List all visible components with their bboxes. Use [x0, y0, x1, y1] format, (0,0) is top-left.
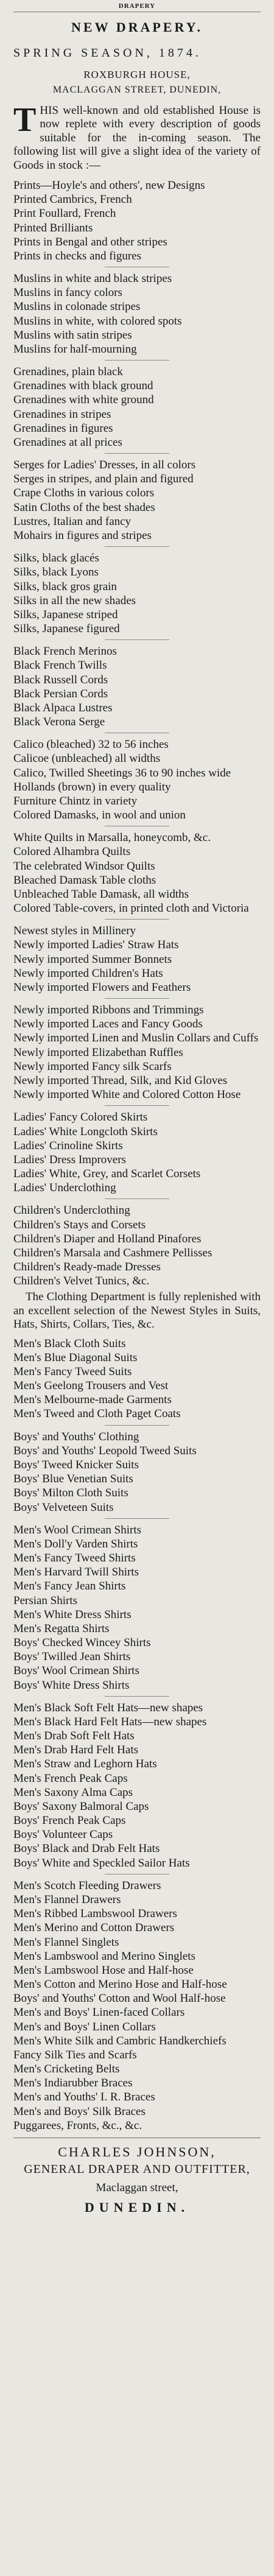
goods-item: Boys' White Dress Shirts [13, 1678, 130, 1692]
goods-item: Ladies' Underclothing [13, 1181, 116, 1195]
goods-item: Ladies' Crinoline Skirts [13, 1139, 123, 1152]
goods-item: Men's Black Cloth Suits [13, 1337, 126, 1350]
group-separator [105, 360, 169, 361]
goods-item: Prints in checks and figures [13, 249, 142, 262]
intro-paragraph [13, 101, 261, 172]
goods-group [13, 1003, 261, 1102]
goods-item: Men's Straw and Leghorn Hats [13, 1758, 157, 1771]
goods-item: Men's Flannel Singlets [13, 1935, 119, 1949]
goods-item: Furniture Chintz in variety [13, 794, 138, 808]
goods-item: Ladies' Dress Improvers [13, 1153, 126, 1166]
goods-item: Newly imported Thread, Silk, and Kid Gloves [13, 1074, 228, 1087]
section-label: DRAPERY [118, 2, 156, 10]
goods-item: Children's Underclothing [13, 1204, 130, 1217]
goods-item: Calico (bleached) 32 to 56 inches [13, 738, 169, 751]
goods-item: Men's and Boys' Linen-faced Collars [13, 2006, 185, 2019]
goods-item: Muslins in white, with colored spots [13, 314, 182, 328]
goods-item: Men's Scotch Fleeding Drawers [13, 1879, 161, 1892]
goods-item: Persian Shirts [13, 1594, 78, 1607]
goods-group [13, 1701, 261, 1870]
goods-item: Boys' Black and Drab Felt Hats [13, 1842, 160, 1856]
clothing-paragraph: The Clothing Department is fully replenished with an excellent selection of the Newest Styles in Suits, Hats, Shirts, Collars, Ties, &c. [13, 1290, 261, 1331]
goods-item: Grenadines with black ground [13, 379, 153, 393]
street-address: Maclaggan street, [96, 2181, 178, 2194]
goods-item: Men's White Silk and Cambric Handkerchiefs [13, 2034, 227, 2047]
goods-item: Boys' and Youths' Cotton and Wool Half-hose [13, 1992, 226, 2005]
address: MACLAGGAN STREET, DUNEDIN, [52, 85, 222, 95]
goods-group [13, 924, 261, 994]
goods-item: Men's Tweed and Cloth Paget Coats [13, 1407, 181, 1421]
goods-group [13, 178, 261, 263]
goods-item: Men's Drab Hard Felt Hats [13, 1744, 138, 1757]
goods-item: Ladies' Fancy Colored Skirts [13, 1111, 148, 1124]
goods-item: Silks, black glacés [13, 552, 99, 565]
goods-item: Ladies' White, Grey, and Scarlet Corsets [13, 1167, 201, 1181]
goods-item: White Quilts in Marsalla, honeycomb, &c. [13, 831, 211, 845]
goods-item: Men's Black Soft Felt Hats—new shapes [13, 1701, 203, 1714]
group-separator [105, 639, 169, 640]
goods-item: Newly imported Elizabethan Ruffles [13, 1046, 183, 1059]
goods-item: Men's Fancy Tweed Shirts [13, 1552, 136, 1565]
goods-item: Newly imported Linen and Muslin Collars and Cuffs [13, 1032, 259, 1045]
goods-item: Puggarees, Fronts, &c., &c. [13, 2119, 142, 2132]
goods-item: Men's White Dress Shirts [13, 1608, 132, 1621]
goods-group [13, 272, 261, 356]
goods-item: Men's Melbourne-made Garments [13, 1393, 172, 1407]
goods-item: Newly imported Flowers and Feathers [13, 980, 191, 994]
merchant-role: GENERAL DRAPER AND OUTFITTER, [24, 2162, 250, 2176]
goods-item: Grenadines in figures [13, 421, 113, 435]
goods-item: Muslins for half-mourning [13, 342, 137, 356]
clothing-list [13, 1337, 261, 2133]
goods-item: Muslins with satin stripes [13, 328, 132, 342]
goods-item: Black French Twills [13, 659, 107, 672]
goods-item: Ladies' White Longcloth Skirts [13, 1125, 158, 1138]
season-heading: SPRING SEASON, 1874. [13, 46, 202, 60]
goods-item: Boys' Wool Crimean Shirts [13, 1664, 139, 1678]
goods-item: Men's and Boys' Linen Collars [13, 2020, 156, 2033]
goods-item: Men's Fancy Tweed Suits [13, 1365, 132, 1378]
goods-item: Newly imported Ladies' Straw Hats [13, 938, 179, 952]
goods-item: Men's Regatta Shirts [13, 1622, 110, 1635]
goods-item: Men's and Boys' Silk Braces [13, 2105, 146, 2118]
goods-item: Mohairs in figures and stripes [13, 529, 152, 542]
goods-item: Serges in stripes, and plain and figured [13, 473, 194, 486]
goods-item: Grenadines at all prices [13, 435, 122, 449]
goods-item: Newly imported White and Colored Cotton Hose [13, 1088, 241, 1102]
goods-item: Black Russell Cords [13, 673, 108, 686]
city-name: DUNEDIN. [84, 2199, 190, 2215]
goods-item: Muslins in fancy colors [13, 286, 122, 300]
goods-item: Print Foullard, French [13, 207, 116, 220]
goods-item: Newly imported Summer Bonnets [13, 952, 172, 966]
merchant-name: CHARLES JOHNSON, [58, 2144, 216, 2159]
goods-item: Boys' and Youths' Leopold Tweed Suits [13, 1444, 197, 1457]
goods-list [13, 178, 261, 1288]
goods-item: Men's Black Hard Felt Hats—new shapes [13, 1715, 207, 1728]
goods-item: Colored Damasks, in wool and union [13, 809, 186, 822]
goods-item: Men's Drab Soft Felt Hats [13, 1730, 135, 1743]
goods-group [13, 1110, 261, 1195]
goods-item: Serges for Ladies' Dresses, in all colors [13, 459, 196, 472]
goods-item: Boys' Tweed Knicker Suits [13, 1459, 139, 1471]
goods-group [13, 1879, 261, 2133]
house-name: ROXBURGH HOUSE, [83, 69, 191, 80]
goods-item: Fancy Silk Ties and Scarfs [13, 2048, 137, 2061]
goods-item: Silks, black gros grain [13, 580, 117, 593]
goods-item: Newly imported Laces and Fancy Goods [13, 1018, 203, 1031]
goods-item: Grenadines in stripes [13, 407, 111, 421]
goods-item: Men's Merino and Cotton Drawers [13, 1921, 175, 1935]
goods-item: Men's Lambswool Hose and Half-hose [13, 1963, 194, 1977]
goods-item: Bleached Damask Table cloths [13, 873, 156, 887]
goods-item: Printed Brilliants [13, 221, 93, 234]
goods-item: Calicoe (unbleached) all widths [13, 752, 161, 765]
goods-item: Newly imported Children's Hats [13, 966, 163, 980]
goods-item: Black French Merinos [13, 645, 117, 658]
goods-item: Boys' Twilled Jean Shirts [13, 1650, 131, 1664]
goods-item: Printed Cambrics, French [13, 193, 132, 206]
goods-item: Prints—Hoyle's and others', new Designs [13, 179, 205, 192]
goods-item: Lustres, Italian and fancy [13, 515, 132, 528]
goods-item: Black Persian Cords [13, 687, 108, 700]
goods-item: Men's Indiarubber Braces [13, 2077, 133, 2090]
group-separator [105, 1518, 169, 1519]
goods-item: Men's Flannel Drawers [13, 1893, 121, 1906]
goods-item: Children's Velvet Tunics, &c. [13, 1275, 150, 1288]
goods-group [13, 1523, 261, 1692]
group-separator [105, 1696, 169, 1697]
goods-item: Newest styles in Millinery [13, 924, 136, 938]
goods-item: Men's Saxony Alma Caps [13, 1786, 133, 1799]
goods-group [13, 1337, 261, 1421]
goods-item: Boys' Velveteen Suits [13, 1501, 114, 1514]
goods-item: Silks, black Lyons [13, 566, 99, 579]
goods-item: Colored Alhambra Quilts [13, 845, 131, 859]
goods-item: Men's Wool Crimean Shirts [13, 1523, 142, 1536]
headline: NEW DRAPERY. [71, 19, 203, 35]
goods-item: The celebrated Windsor Quilts [13, 859, 155, 873]
goods-item: Men's Ribbed Lambswool Drawers [13, 1907, 177, 1921]
goods-item: Boys' Saxony Balmoral Caps [13, 1800, 149, 1813]
goods-item: Muslins in colonade stripes [13, 300, 141, 314]
goods-item: Boys' French Peak Caps [13, 1814, 126, 1828]
goods-item: Silks, Japanese striped [13, 608, 118, 621]
group-separator [105, 1425, 169, 1426]
goods-item: Boys' Checked Wincey Shirts [13, 1636, 151, 1650]
goods-item: Silks in all the new shades [13, 594, 136, 607]
goods-item: Black Verona Serge [13, 716, 105, 729]
goods-item: Silks, Japanese figured [13, 622, 120, 636]
goods-item: Men's French Peak Caps [13, 1772, 128, 1785]
goods-item: Grenadines with white ground [13, 393, 154, 407]
goods-item: Men's Harvard Twill Shirts [13, 1566, 139, 1579]
goods-item: Calico, Twilled Sheetings 36 to 90 inches wide [13, 766, 231, 779]
goods-group [13, 365, 261, 449]
goods-item: Boys' Milton Cloth Suits [13, 1487, 128, 1500]
goods-item: Men's Cotton and Merino Hose and Half-hose [13, 1978, 227, 1991]
goods-group [13, 831, 261, 915]
goods-item: Men's and Youths' I. R. Braces [13, 2091, 155, 2104]
intro-text: HIS well-known and old established House is now replete with every description of goods suitable for the in-coming season. The following list will give a slight idea of the variety of Goods in stock :— [13, 104, 261, 172]
group-separator [105, 919, 169, 920]
goods-item: Boys' Volunteer Caps [13, 1828, 113, 1842]
goods-item: Crape Cloths in various colors [13, 487, 155, 500]
goods-item: Boys' and Youths' Clothing [13, 1430, 139, 1443]
goods-item: Children's Diaper and Holland Pinafores [13, 1232, 202, 1245]
group-separator [105, 1198, 169, 1199]
goods-group [13, 458, 261, 543]
goods-group [13, 644, 261, 729]
goods-item: Boys' White and Speckled Sailor Hats [13, 1856, 190, 1870]
group-separator [105, 998, 169, 999]
goods-item: Black Alpaca Lustres [13, 701, 113, 714]
goods-item: Men's Fancy Jean Shirts [13, 1580, 126, 1593]
goods-group [13, 1430, 261, 1515]
goods-group [13, 551, 261, 636]
goods-item: Boys' Blue Venetian Suits [13, 1473, 133, 1486]
goods-item: Satin Cloths of the best shades [13, 501, 155, 514]
group-separator [105, 1105, 169, 1106]
goods-group [13, 1203, 261, 1288]
group-separator [105, 546, 169, 547]
goods-item: Grenadines, plain black [13, 365, 123, 379]
goods-group [13, 737, 261, 822]
goods-item: Prints in Bengal and other stripes [13, 235, 167, 248]
goods-item: Men's Lambswool and Merino Singlets [13, 1949, 195, 1963]
goods-item: Unbleached Table Damask, all widths [13, 887, 189, 901]
goods-item: Men's Cricketing Belts [13, 2063, 120, 2076]
goods-item: Children's Ready-made Dresses [13, 1261, 161, 1274]
goods-item: Men's Doll'y Varden Shirts [13, 1537, 138, 1550]
goods-item: Hollands (brown) in every quality [13, 780, 171, 794]
goods-item: Muslins in white and black stripes [13, 272, 172, 286]
goods-item: Children's Marsala and Cashmere Pellisses [13, 1246, 213, 1259]
drop-cap: T [13, 101, 37, 139]
goods-item: Men's Blue Diagonal Suits [13, 1351, 138, 1364]
goods-item: Men's Geelong Trousers and Vest [13, 1379, 169, 1393]
group-separator [105, 453, 169, 454]
goods-item: Newly imported Ribbons and Trimmings [13, 1004, 204, 1017]
goods-item: Children's Stays and Corsets [13, 1218, 146, 1231]
goods-item: Newly imported Fancy silk Scarfs [13, 1060, 172, 1073]
goods-item: Colored Table-covers, in printed cloth and Victoria [13, 902, 249, 915]
